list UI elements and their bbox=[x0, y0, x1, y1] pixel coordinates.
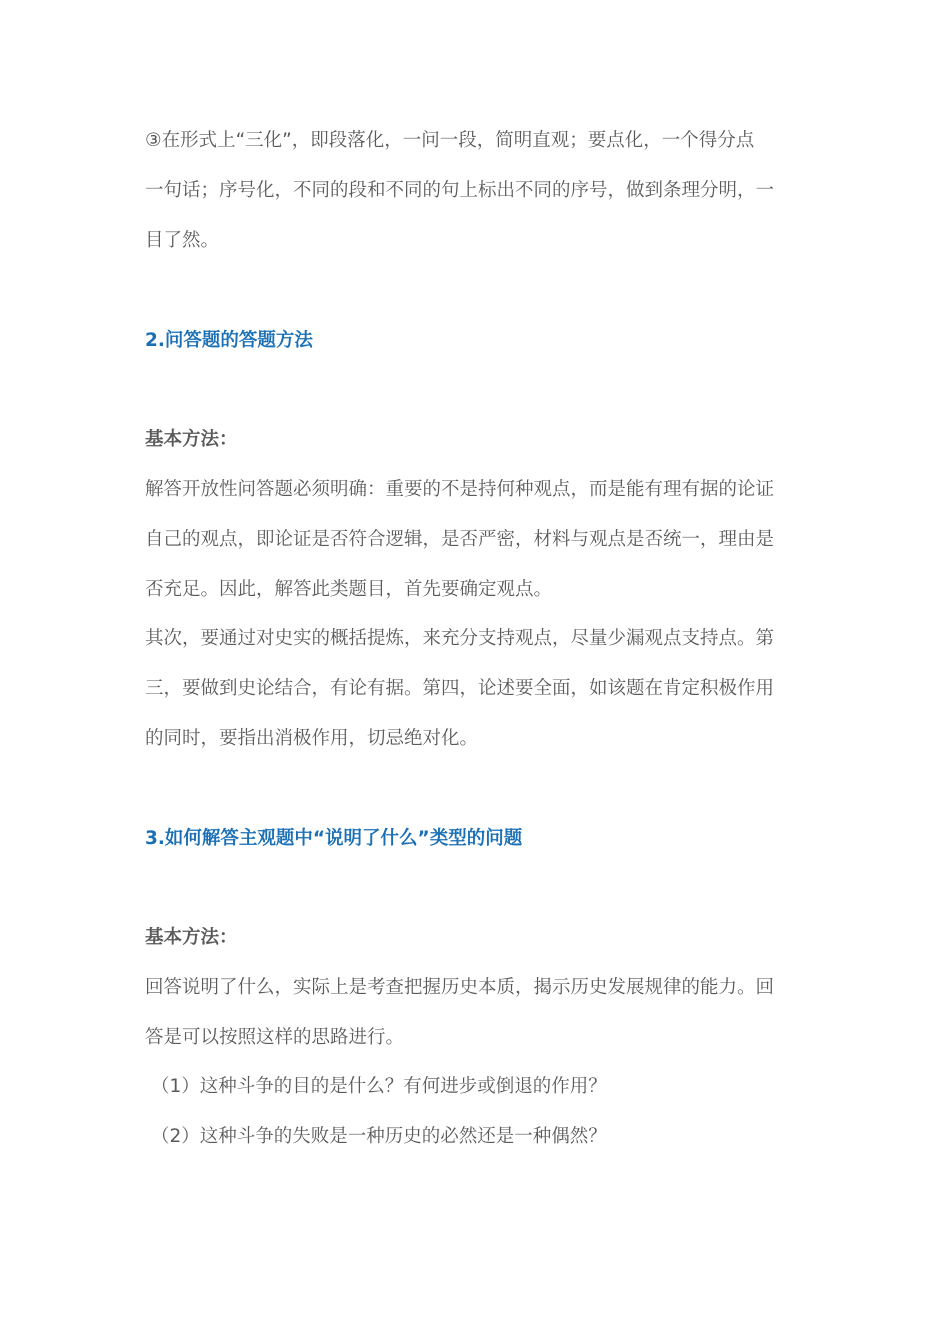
section-heading: 3.如何解答主观题中“说明了什么”类型的问题 bbox=[145, 828, 523, 849]
method-label: 基本方法： bbox=[145, 429, 238, 450]
paragraph-line: 答是可以按照这样的思路进行。 bbox=[145, 1027, 405, 1048]
paragraph-line: 目了然。 bbox=[145, 230, 220, 251]
method-label: 基本方法： bbox=[145, 927, 238, 948]
paragraph-line: 解答开放性问答题必须明确：重要的不是持何种观点，而是能有理有据的论证 bbox=[145, 479, 775, 500]
list-item: （1）这种斗争的目的是什么？有何进步或倒退的作用？ bbox=[151, 1076, 607, 1097]
paragraph-line: 一句话；序号化，不同的段和不同的句上标出不同的序号，做到条理分明，一 bbox=[145, 180, 775, 201]
paragraph-line: 否充足。因此，解答此类题目，首先要确定观点。 bbox=[145, 579, 553, 600]
paragraph-line: 回答说明了什么，实际上是考查把握历史本质，揭示历史发展规律的能力。回 bbox=[145, 977, 775, 998]
section-heading: 2.问答题的答题方法 bbox=[145, 330, 313, 351]
paragraph-line: 其次，要通过对史实的概括提炼，来充分支持观点，尽量少漏观点支持点。第 bbox=[145, 628, 775, 649]
paragraph-line: ③在形式上“三化”，即段落化，一问一段，简明直观；要点化，一个得分点 bbox=[145, 130, 755, 151]
paragraph-line: 三，要做到史论结合，有论有据。第四，论述要全面，如该题在肯定积极作用 bbox=[145, 678, 775, 699]
list-item: （2）这种斗争的失败是一种历史的必然还是一种偶然？ bbox=[151, 1126, 607, 1147]
paragraph-line: 自己的观点，即论证是否符合逻辑，是否严密，材料与观点是否统一，理由是 bbox=[145, 529, 775, 550]
paragraph-line: 的同时，要指出消极作用，切忌绝对化。 bbox=[145, 728, 479, 749]
